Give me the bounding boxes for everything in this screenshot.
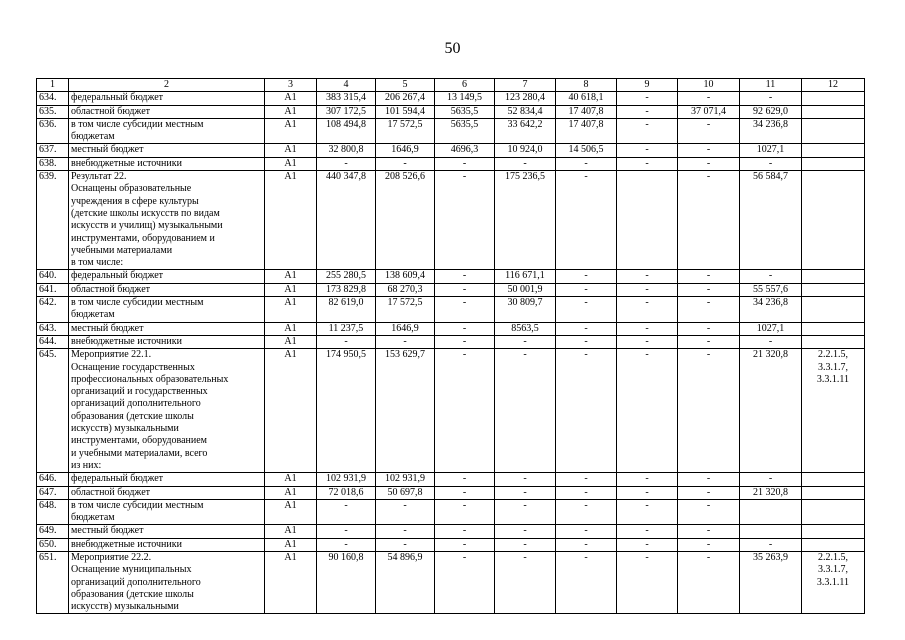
reference-cell: [802, 105, 865, 118]
value-cell: -: [617, 525, 678, 538]
value-cell: -: [317, 525, 376, 538]
table-row: [37, 499, 865, 525]
value-cell: -: [678, 92, 740, 105]
code-cell: А1: [265, 525, 317, 538]
value-cell: -: [376, 335, 435, 348]
value-cell: -: [678, 144, 740, 157]
value-cell: -: [678, 525, 740, 538]
row-number-cell: 641.: [37, 283, 69, 296]
value-cell: -: [678, 335, 740, 348]
code-cell: А1: [265, 171, 317, 270]
row-number-cell: 644.: [37, 335, 69, 348]
column-header: 3: [265, 79, 317, 92]
row-number-cell: 648.: [37, 499, 69, 525]
value-cell: -: [678, 297, 740, 323]
table-row: [37, 349, 865, 473]
value-cell: 17 572,5: [376, 118, 435, 144]
value-cell: 5635,5: [435, 118, 495, 144]
value-cell: -: [556, 335, 617, 348]
row-number-cell: 651.: [37, 551, 69, 613]
value-cell: -: [678, 118, 740, 144]
value-cell: -: [617, 157, 678, 170]
value-cell: 10 924,0: [495, 144, 556, 157]
value-cell: -: [435, 283, 495, 296]
value-cell: -: [495, 157, 556, 170]
value-cell: -: [678, 499, 740, 525]
reference-cell: [802, 283, 865, 296]
table-row: [37, 157, 865, 170]
row-name-cell: местный бюджет: [69, 144, 265, 157]
value-cell: 37 071,4: [678, 105, 740, 118]
value-cell: -: [617, 92, 678, 105]
column-header: 1: [37, 79, 69, 92]
value-cell: -: [435, 551, 495, 613]
row-name-cell: Мероприятие 22.1. Оснащение государственных профессиональных образовательных организаций и государственных организаций дополнительного образования (детские школы искусств) музыкальными инструментами, оборудованием и учебными материалами, всего из них:: [69, 349, 265, 473]
value-cell: -: [678, 486, 740, 499]
value-cell: 4696,3: [435, 144, 495, 157]
value-cell: 175 236,5: [495, 171, 556, 270]
row-name-cell: федеральный бюджет: [69, 92, 265, 105]
row-number-cell: 640.: [37, 270, 69, 283]
value-cell: 153 629,7: [376, 349, 435, 473]
code-cell: А1: [265, 297, 317, 323]
reference-cell: [802, 538, 865, 551]
value-cell: 102 931,9: [376, 473, 435, 486]
column-header: 10: [678, 79, 740, 92]
row-number-cell: 638.: [37, 157, 69, 170]
value-cell: -: [740, 538, 802, 551]
value-cell: 1646,9: [376, 144, 435, 157]
value-cell: -: [740, 335, 802, 348]
code-cell: А1: [265, 499, 317, 525]
row-number-cell: 639.: [37, 171, 69, 270]
value-cell: -: [435, 473, 495, 486]
value-cell: 52 834,4: [495, 105, 556, 118]
value-cell: -: [435, 538, 495, 551]
value-cell: -: [435, 297, 495, 323]
value-cell: -: [617, 538, 678, 551]
value-cell: 33 642,2: [495, 118, 556, 144]
row-number-cell: 650.: [37, 538, 69, 551]
column-header: 7: [495, 79, 556, 92]
value-cell: -: [678, 283, 740, 296]
value-cell: -: [376, 499, 435, 525]
value-cell: [740, 525, 802, 538]
value-cell: -: [495, 499, 556, 525]
value-cell: -: [556, 551, 617, 613]
value-cell: -: [495, 335, 556, 348]
row-name-cell: областной бюджет: [69, 486, 265, 499]
row-number-cell: 647.: [37, 486, 69, 499]
value-cell: 35 263,9: [740, 551, 802, 613]
code-cell: А1: [265, 270, 317, 283]
value-cell: -: [556, 283, 617, 296]
value-cell: -: [376, 157, 435, 170]
table-row: [37, 171, 865, 270]
value-cell: -: [678, 538, 740, 551]
value-cell: -: [376, 538, 435, 551]
code-cell: А1: [265, 105, 317, 118]
row-name-cell: областной бюджет: [69, 283, 265, 296]
value-cell: -: [556, 171, 617, 270]
row-number-cell: 636.: [37, 118, 69, 144]
value-cell: 123 280,4: [495, 92, 556, 105]
table-row: [37, 551, 865, 613]
value-cell: -: [678, 322, 740, 335]
value-cell: -: [556, 270, 617, 283]
value-cell: 307 172,5: [317, 105, 376, 118]
value-cell: 54 896,9: [376, 551, 435, 613]
value-cell: -: [435, 486, 495, 499]
value-cell: -: [495, 525, 556, 538]
value-cell: 101 594,4: [376, 105, 435, 118]
code-cell: А1: [265, 157, 317, 170]
value-cell: -: [556, 349, 617, 473]
value-cell: -: [435, 525, 495, 538]
value-cell: -: [740, 92, 802, 105]
table-row: [37, 144, 865, 157]
value-cell: -: [678, 551, 740, 613]
value-cell: -: [376, 525, 435, 538]
code-cell: А1: [265, 349, 317, 473]
value-cell: -: [617, 486, 678, 499]
value-cell: 17 572,5: [376, 297, 435, 323]
row-name-cell: в том числе субсидии местным бюджетам: [69, 118, 265, 144]
reference-cell: [802, 144, 865, 157]
value-cell: 1646,9: [376, 322, 435, 335]
value-cell: -: [617, 551, 678, 613]
reference-cell: [802, 270, 865, 283]
column-header: 5: [376, 79, 435, 92]
reference-cell: [802, 473, 865, 486]
value-cell: 21 320,8: [740, 486, 802, 499]
value-cell: 8563,5: [495, 322, 556, 335]
value-cell: -: [435, 157, 495, 170]
value-cell: -: [678, 349, 740, 473]
table-row: [37, 538, 865, 551]
reference-cell: [802, 297, 865, 323]
row-name-cell: внебюджетные источники: [69, 157, 265, 170]
value-cell: -: [556, 525, 617, 538]
column-header: 4: [317, 79, 376, 92]
value-cell: 383 315,4: [317, 92, 376, 105]
column-header: 8: [556, 79, 617, 92]
value-cell: 50 697,8: [376, 486, 435, 499]
code-cell: А1: [265, 473, 317, 486]
row-name-cell: внебюджетные источники: [69, 538, 265, 551]
value-cell: 32 800,8: [317, 144, 376, 157]
value-cell: -: [617, 349, 678, 473]
value-cell: 255 280,5: [317, 270, 376, 283]
row-number-cell: 634.: [37, 92, 69, 105]
column-header: 12: [802, 79, 865, 92]
row-name-cell: внебюджетные источники: [69, 335, 265, 348]
code-cell: А1: [265, 551, 317, 613]
table-header-row: [37, 79, 865, 92]
value-cell: -: [678, 171, 740, 270]
value-cell: -: [617, 283, 678, 296]
value-cell: -: [617, 322, 678, 335]
value-cell: -: [617, 105, 678, 118]
budget-table: [36, 78, 865, 614]
reference-cell: [802, 322, 865, 335]
row-name-cell: федеральный бюджет: [69, 473, 265, 486]
value-cell: 440 347,8: [317, 171, 376, 270]
code-cell: А1: [265, 322, 317, 335]
column-header: 9: [617, 79, 678, 92]
value-cell: [740, 499, 802, 525]
table-row: [37, 118, 865, 144]
value-cell: 34 236,8: [740, 297, 802, 323]
column-header: 6: [435, 79, 495, 92]
value-cell: 17 407,8: [556, 105, 617, 118]
value-cell: -: [435, 335, 495, 348]
value-cell: 108 494,8: [317, 118, 376, 144]
value-cell: -: [556, 157, 617, 170]
value-cell: -: [556, 473, 617, 486]
value-cell: 30 809,7: [495, 297, 556, 323]
table-row: [37, 473, 865, 486]
reference-cell: [802, 525, 865, 538]
value-cell: -: [617, 118, 678, 144]
table-row: [37, 322, 865, 335]
value-cell: -: [617, 335, 678, 348]
table-row: [37, 525, 865, 538]
value-cell: -: [556, 538, 617, 551]
row-name-cell: местный бюджет: [69, 525, 265, 538]
value-cell: 68 270,3: [376, 283, 435, 296]
code-cell: А1: [265, 283, 317, 296]
code-cell: А1: [265, 538, 317, 551]
table-row: [37, 486, 865, 499]
value-cell: 11 237,5: [317, 322, 376, 335]
value-cell: -: [740, 157, 802, 170]
code-cell: А1: [265, 335, 317, 348]
value-cell: -: [495, 538, 556, 551]
row-name-cell: в том числе субсидии местным бюджетам: [69, 297, 265, 323]
value-cell: -: [495, 486, 556, 499]
row-number-cell: 649.: [37, 525, 69, 538]
value-cell: -: [317, 499, 376, 525]
reference-cell: [802, 486, 865, 499]
value-cell: -: [435, 270, 495, 283]
value-cell: 92 629,0: [740, 105, 802, 118]
row-name-cell: Мероприятие 22.2. Оснащение муниципальных организаций дополнительного образования (детские школы искусств) музыкальными: [69, 551, 265, 613]
code-cell: А1: [265, 486, 317, 499]
reference-cell: [802, 499, 865, 525]
table-row: [37, 335, 865, 348]
row-number-cell: 635.: [37, 105, 69, 118]
value-cell: -: [617, 297, 678, 323]
value-cell: 174 950,5: [317, 349, 376, 473]
value-cell: 82 619,0: [317, 297, 376, 323]
value-cell: -: [495, 551, 556, 613]
value-cell: -: [317, 335, 376, 348]
table-row: [37, 270, 865, 283]
row-name-cell: федеральный бюджет: [69, 270, 265, 283]
row-number-cell: 637.: [37, 144, 69, 157]
value-cell: -: [617, 270, 678, 283]
reference-cell: [802, 118, 865, 144]
value-cell: 173 829,8: [317, 283, 376, 296]
value-cell: 116 671,1: [495, 270, 556, 283]
value-cell: 72 018,6: [317, 486, 376, 499]
value-cell: 90 160,8: [317, 551, 376, 613]
table-row: [37, 105, 865, 118]
value-cell: -: [740, 473, 802, 486]
reference-cell: [802, 92, 865, 105]
value-cell: -: [556, 499, 617, 525]
value-cell: 55 557,6: [740, 283, 802, 296]
value-cell: 1027,1: [740, 144, 802, 157]
column-header: 11: [740, 79, 802, 92]
value-cell: -: [556, 297, 617, 323]
code-cell: А1: [265, 144, 317, 157]
row-number-cell: 643.: [37, 322, 69, 335]
row-number-cell: 646.: [37, 473, 69, 486]
value-cell: -: [617, 499, 678, 525]
reference-cell: 2.2.1.5, 3.3.1.7, 3.3.1.11: [802, 349, 865, 473]
value-cell: 5635,5: [435, 105, 495, 118]
value-cell: 138 609,4: [376, 270, 435, 283]
value-cell: -: [740, 270, 802, 283]
reference-cell: 2.2.1.5, 3.3.1.7, 3.3.1.11: [802, 551, 865, 613]
value-cell: 50 001,9: [495, 283, 556, 296]
table-row: [37, 92, 865, 105]
table-row: [37, 283, 865, 296]
value-cell: 1027,1: [740, 322, 802, 335]
reference-cell: [802, 335, 865, 348]
value-cell: -: [678, 473, 740, 486]
code-cell: А1: [265, 118, 317, 144]
value-cell: 56 584,7: [740, 171, 802, 270]
value-cell: -: [435, 499, 495, 525]
value-cell: -: [495, 473, 556, 486]
page-number: 50: [444, 40, 461, 57]
value-cell: -: [617, 144, 678, 157]
reference-cell: [802, 171, 865, 270]
row-name-cell: областной бюджет: [69, 105, 265, 118]
value-cell: -: [435, 322, 495, 335]
value-cell: 40 618,1: [556, 92, 617, 105]
row-name-cell: в том числе субсидии местным бюджетам: [69, 499, 265, 525]
value-cell: 208 526,6: [376, 171, 435, 270]
value-cell: -: [678, 270, 740, 283]
code-cell: А1: [265, 92, 317, 105]
value-cell: -: [556, 322, 617, 335]
value-cell: 13 149,5: [435, 92, 495, 105]
row-number-cell: 645.: [37, 349, 69, 473]
value-cell: 14 506,5: [556, 144, 617, 157]
row-name-cell: местный бюджет: [69, 322, 265, 335]
row-name-cell: Результат 22. Оснащены образовательные учреждения в сфере культуры (детские школы искусств по видам искусств и училищ) музыкальными инструментами, оборудованием и учебными материалами в том числе:: [69, 171, 265, 270]
reference-cell: [802, 157, 865, 170]
value-cell: [617, 171, 678, 270]
value-cell: -: [617, 473, 678, 486]
value-cell: 17 407,8: [556, 118, 617, 144]
value-cell: -: [678, 157, 740, 170]
row-number-cell: 642.: [37, 297, 69, 323]
value-cell: 206 267,4: [376, 92, 435, 105]
value-cell: -: [435, 349, 495, 473]
table-row: [37, 297, 865, 323]
value-cell: 34 236,8: [740, 118, 802, 144]
value-cell: -: [435, 171, 495, 270]
value-cell: -: [556, 486, 617, 499]
value-cell: -: [495, 349, 556, 473]
value-cell: -: [317, 538, 376, 551]
value-cell: 102 931,9: [317, 473, 376, 486]
value-cell: -: [317, 157, 376, 170]
column-header: 2: [69, 79, 265, 92]
value-cell: 21 320,8: [740, 349, 802, 473]
